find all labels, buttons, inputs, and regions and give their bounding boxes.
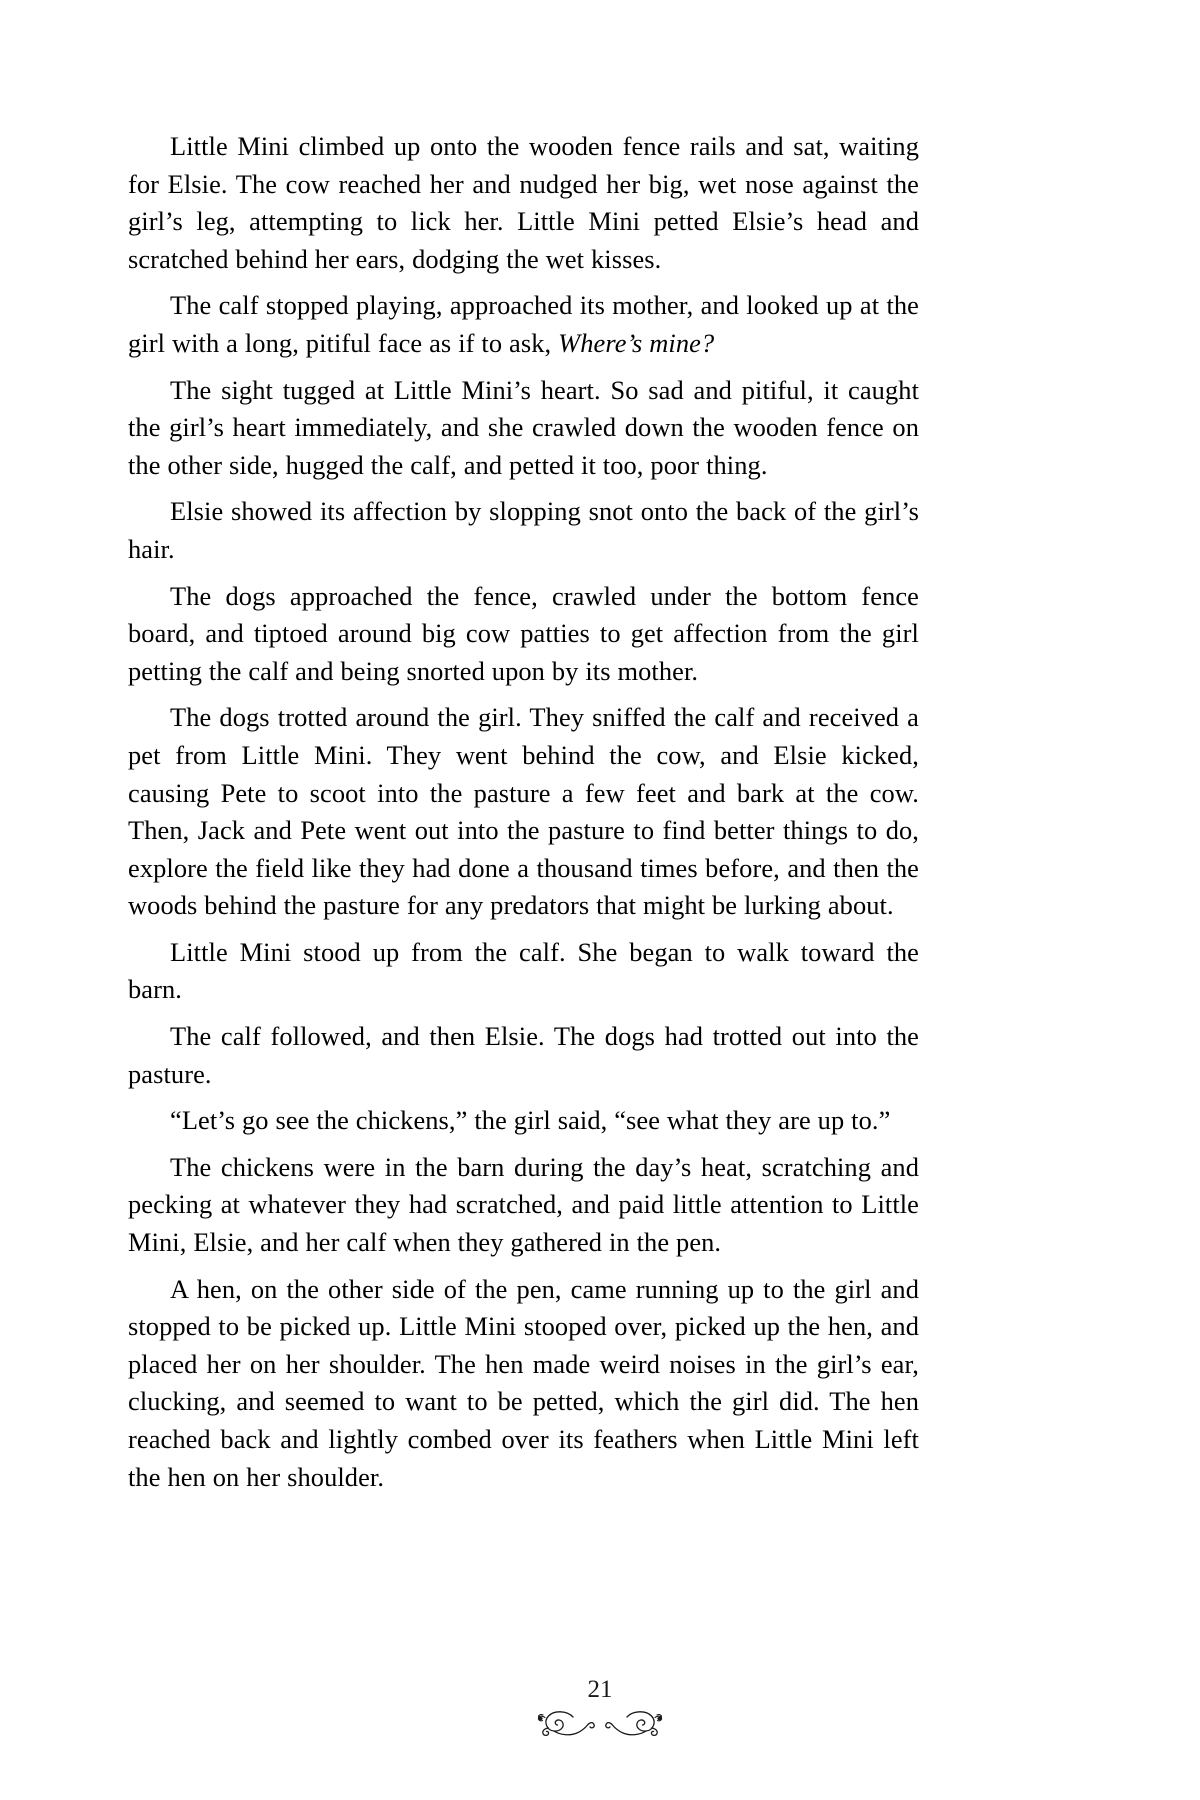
paragraph-6: The dogs trotted around the girl. They sniffed the calf and received a pet from Little Mini. They went behind the cow, and Elsie kicked, causing Pete to scoot into the pasture a few feet and bark at the cow. Then, Jack and Pete went out into the pasture to find better things to do, explore the field like they had done a thousand times before, and then the woods behind the pasture for any predators that might be lurking about. (128, 702, 919, 921)
paragraph-7: Little Mini stood up from the calf. She began to walk toward the barn. (128, 936, 919, 1005)
paragraph-2 (128, 287, 919, 362)
paragraph-3: The sight tugged at Little Mini’s heart. So sad and pitiful, it caught the girl’s heart immediately, and she crawled down the wooden fence on the other side, hugged the calf, and petted it too, poor thing. (128, 374, 919, 480)
paragraph-4: Elsie showed its affection by slopping snot onto the back of the girl’s hair. (128, 496, 919, 564)
flourish-ornament-icon (525, 1702, 675, 1744)
paragraph-5: The dogs approached the fence, crawled under the bottom fence board, and tiptoed around big cow patties to get affection from the girl petting the calf and being snorted upon by its mother. (128, 580, 919, 686)
paragraph-1: Little Mini climbed up onto the wooden fence rails and sat, waiting for Elsie. The cow reached her and nudged her big, wet nose against the girl’s leg, attempting to lick her. Little Mini petted Elsie’s head and scratched behind her ears, dodging the wet kisses. (128, 131, 919, 274)
paragraph-10: The chickens were in the barn during the day’s heat, scratching and pecking at whatever they had scratched, and paid little attention to Little Mini, Elsie, and her calf when they gathered in the pen. (128, 1151, 919, 1258)
paragraph-2-italic-phrase: Where’s mine? (558, 327, 715, 358)
page-number: 21 (587, 1676, 613, 1703)
paragraph-2-text-before: The calf stopped playing, approached its mother, and looked up at the girl with a long, pitiful face as if to ask, (128, 290, 919, 358)
body-text-block (128, 128, 919, 1496)
paragraph-8: The calf followed, and then Elsie. The dogs had trotted out into the pasture. (128, 1021, 919, 1089)
paragraph-11: A hen, on the other side of the pen, came running up to the girl and stopped to be picked up. Little Mini stooped over, picked up the hen, and placed her on her shoulder. The hen made weird noises in the girl’s ear, clucking, and seemed to want to be petted, which the girl did. The hen reached back and lightly combed over its feathers when Little Mini left the hen on her shoulder. (128, 1273, 919, 1492)
page-footer (0, 1676, 1200, 1744)
paragraph-9: “Let’s go see the chickens,” the girl said, “see what they are up to.” (170, 1105, 891, 1136)
